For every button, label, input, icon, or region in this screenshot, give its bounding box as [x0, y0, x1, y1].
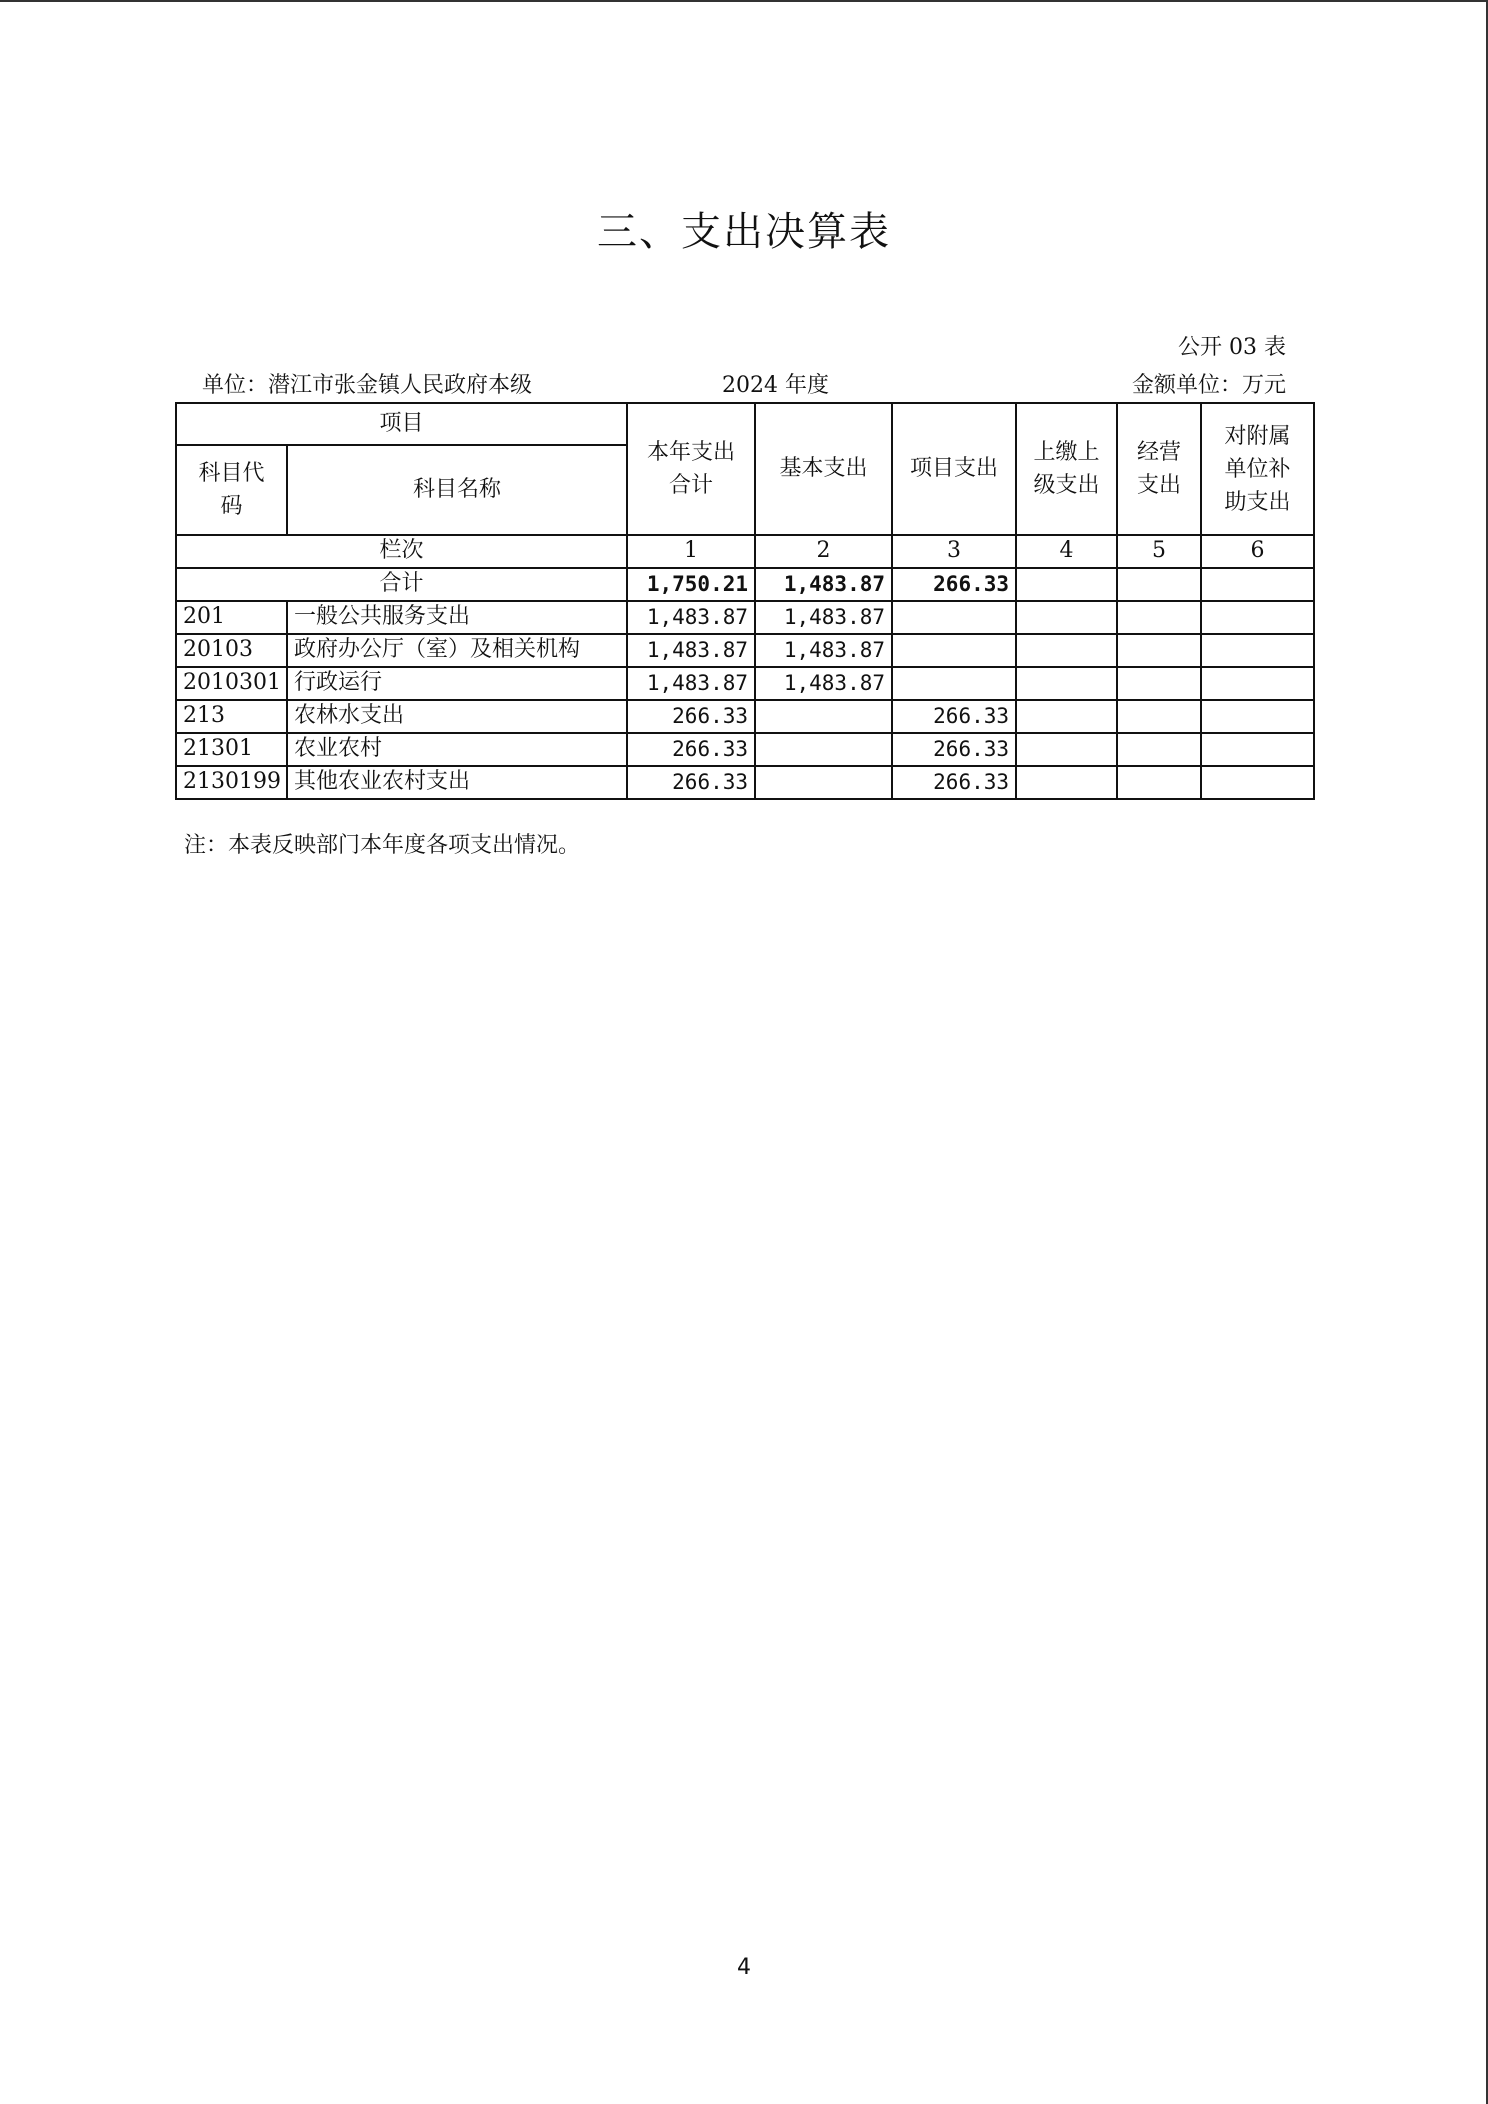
- row-name: 其他农业农村支出: [287, 766, 627, 799]
- header-total-label: 本年支出合计: [647, 440, 736, 498]
- row-total: 1,483.87: [627, 667, 755, 700]
- expenditure-table: [175, 402, 1315, 800]
- row-upper: [1016, 700, 1117, 733]
- header-total: [627, 403, 755, 535]
- row-name: 一般公共服务支出: [287, 601, 627, 634]
- row-code: 2130199: [176, 766, 287, 799]
- header-code-label: 科目代码: [198, 461, 265, 519]
- total-upper: [1016, 568, 1117, 601]
- total-subsidiary: [1201, 568, 1314, 601]
- total-basic: 1,483.87: [755, 568, 892, 601]
- row-name: 政府办公厅（室）及相关机构: [287, 634, 627, 667]
- row-basic: 1,483.87: [755, 601, 892, 634]
- table-row: [176, 667, 1314, 700]
- row-total: 1,483.87: [627, 601, 755, 634]
- amount-unit-label: 金额单位：万元: [1131, 373, 1286, 398]
- unit-label: 单位：潜江市张金镇人民政府本级: [202, 373, 533, 398]
- row-subsidiary: [1201, 766, 1314, 799]
- row-basic: [755, 700, 892, 733]
- column-index-1: 1: [627, 535, 755, 568]
- row-upper: [1016, 667, 1117, 700]
- row-upper: [1016, 601, 1117, 634]
- document-title: 三、支出决算表: [597, 209, 891, 255]
- header-name: 科目名称: [287, 445, 627, 535]
- row-name: 农林水支出: [287, 700, 627, 733]
- header-item: 项目: [176, 403, 627, 445]
- form-number: 公开 03 表: [1178, 335, 1286, 360]
- row-subsidiary: [1201, 733, 1314, 766]
- row-total: 266.33: [627, 766, 755, 799]
- row-basic: [755, 733, 892, 766]
- column-index-4: 4: [1016, 535, 1117, 568]
- total-project: 266.33: [892, 568, 1016, 601]
- column-index-row: [176, 535, 1314, 568]
- column-index-2: 2: [755, 535, 892, 568]
- total-label: 合计: [176, 568, 627, 601]
- row-project: [892, 601, 1016, 634]
- row-business: [1117, 601, 1201, 634]
- row-code: 2010301: [176, 667, 287, 700]
- row-project: [892, 634, 1016, 667]
- header-upper: [1016, 403, 1117, 535]
- row-project: 266.33: [892, 766, 1016, 799]
- row-upper: [1016, 733, 1117, 766]
- row-code: 201: [176, 601, 287, 634]
- year-label: 2024 年度: [722, 373, 829, 398]
- header-basic: 基本支出: [755, 403, 892, 535]
- row-business: [1117, 733, 1201, 766]
- page-top-border: [0, 0, 1488, 2]
- row-business: [1117, 667, 1201, 700]
- header-business: [1117, 403, 1201, 535]
- total-amount: 1,750.21: [627, 568, 755, 601]
- table-row: [176, 733, 1314, 766]
- row-total: 266.33: [627, 700, 755, 733]
- row-code: 213: [176, 700, 287, 733]
- row-basic: 1,483.87: [755, 667, 892, 700]
- row-project: 266.33: [892, 733, 1016, 766]
- row-project: [892, 667, 1016, 700]
- table-row: [176, 700, 1314, 733]
- row-name: 农业农村: [287, 733, 627, 766]
- column-index-label: 栏次: [176, 535, 627, 568]
- meta-line: [202, 368, 1286, 400]
- row-project: 266.33: [892, 700, 1016, 733]
- header-project: 项目支出: [892, 403, 1016, 535]
- row-total: 266.33: [627, 733, 755, 766]
- table-row: [176, 766, 1314, 799]
- table-row: [176, 634, 1314, 667]
- total-row: [176, 568, 1314, 601]
- row-subsidiary: [1201, 601, 1314, 634]
- row-basic: [755, 766, 892, 799]
- row-upper: [1016, 634, 1117, 667]
- column-index-5: 5: [1117, 535, 1201, 568]
- row-code: 20103: [176, 634, 287, 667]
- row-name: 行政运行: [287, 667, 627, 700]
- row-code: 21301: [176, 733, 287, 766]
- row-subsidiary: [1201, 667, 1314, 700]
- row-total: 1,483.87: [627, 634, 755, 667]
- table-row: [176, 601, 1314, 634]
- total-business: [1117, 568, 1201, 601]
- header-code: [176, 445, 287, 535]
- header-upper-label: 上缴上级支出: [1033, 440, 1100, 498]
- header-subsidiary-label: 对附属单位补助支出: [1224, 423, 1291, 515]
- row-subsidiary: [1201, 700, 1314, 733]
- row-business: [1117, 766, 1201, 799]
- row-business: [1117, 634, 1201, 667]
- table-note: 注：本表反映部门本年度各项支出情况。: [184, 833, 581, 858]
- column-index-3: 3: [892, 535, 1016, 568]
- column-index-6: 6: [1201, 535, 1314, 568]
- row-subsidiary: [1201, 634, 1314, 667]
- header-business-label: 经营支出: [1137, 440, 1182, 498]
- page-number: 4: [737, 1955, 751, 1980]
- row-upper: [1016, 766, 1117, 799]
- header-subsidiary: [1201, 403, 1314, 535]
- row-business: [1117, 700, 1201, 733]
- row-basic: 1,483.87: [755, 634, 892, 667]
